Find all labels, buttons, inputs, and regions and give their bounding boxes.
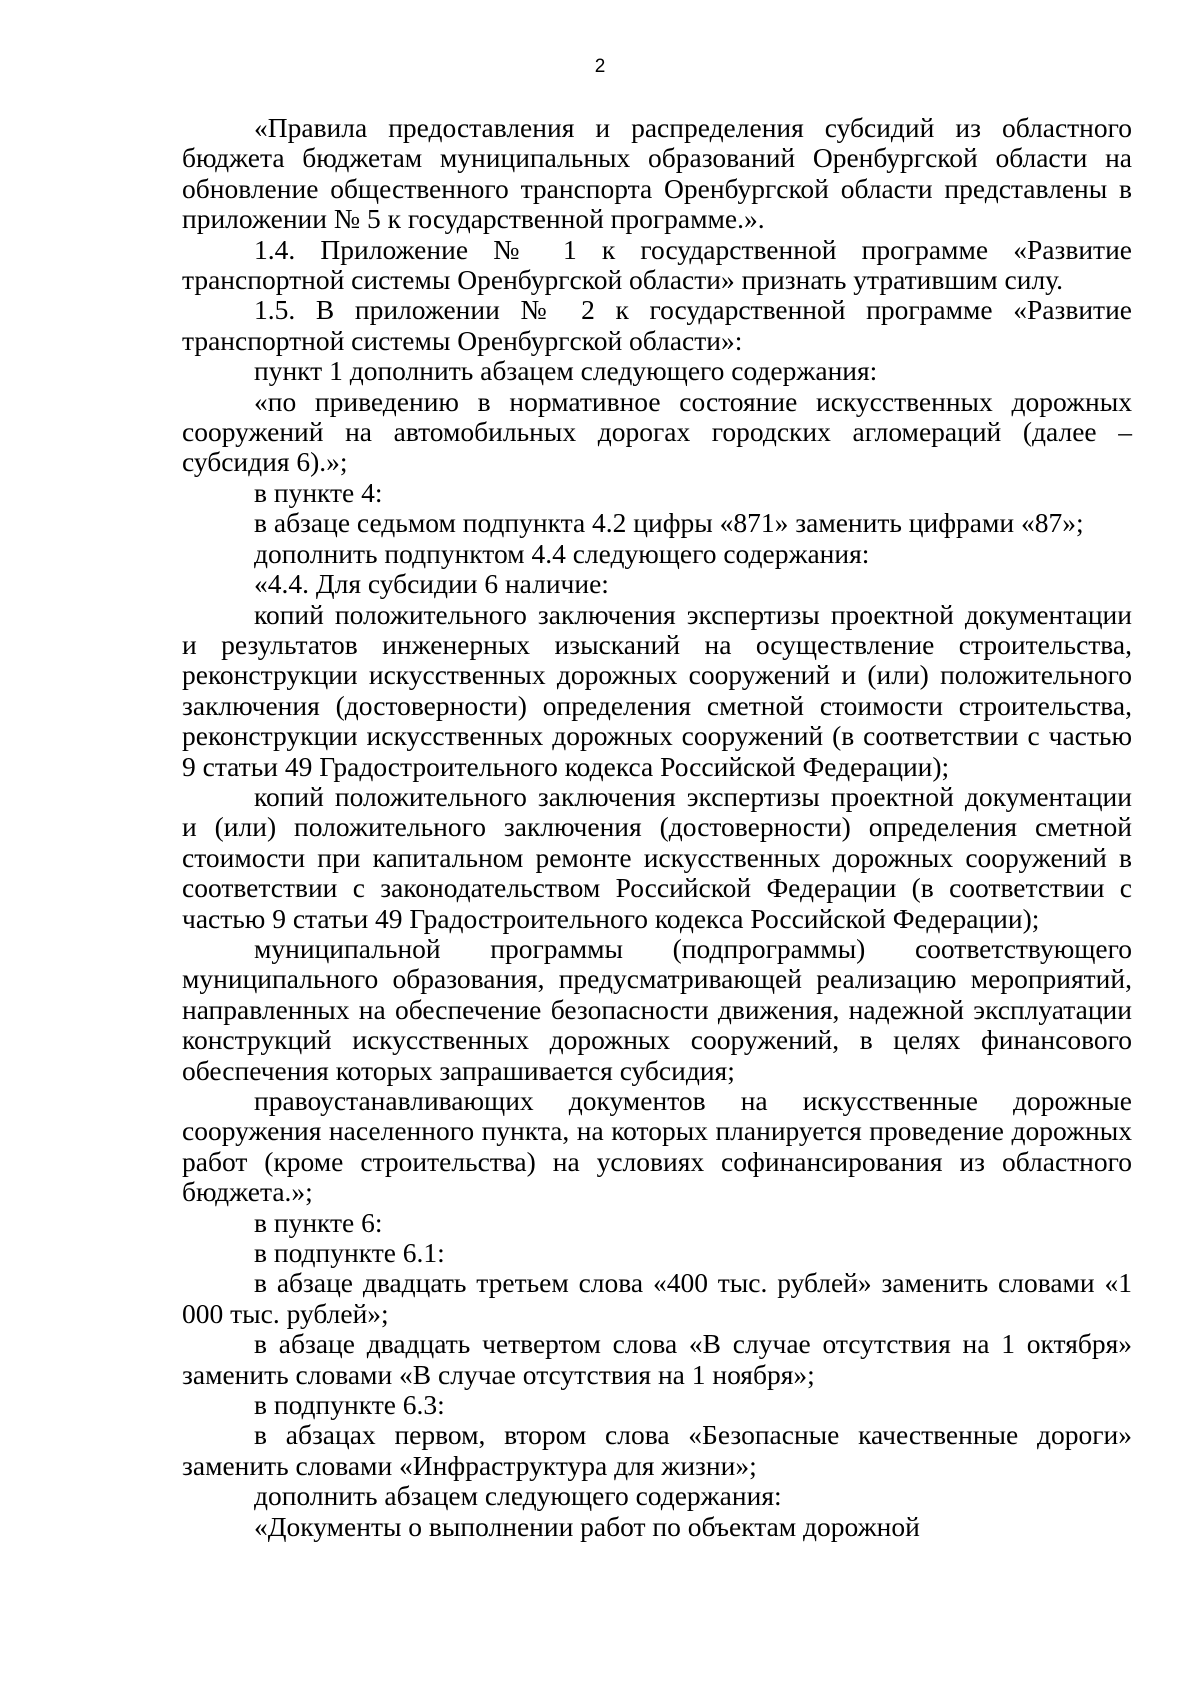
paragraph: пункт 1 дополнить абзацем следующего содержания: xyxy=(254,355,878,387)
paragraph: «Правила предоставления и распределения субсидий из областного бюджета бюджетам муниципальных образований Оренбургской области на обновление общественного транспорта Оренбургской области представлены в приложении № 5 к государственной программе.». xyxy=(182,112,1132,235)
paragraph: в абзаце седьмом подпункта 4.2 цифры «871» заменить цифрами «87»; xyxy=(254,507,1084,539)
paragraph: 1.4. Приложение № 1 к государственной программе «Развитие транспортной системы Оренбургской области» признать утратившим силу. xyxy=(182,233,1132,296)
paragraph: «по приведению в нормативное состояние искусственных дорожных сооружений на автомобильных дорогах городских агломераций (далее – субсидия 6).»; xyxy=(182,385,1132,478)
paragraph: 1.5. В приложении № 2 к государственной программе «Развитие транспортной системы Оренбургской области»: xyxy=(182,294,1132,356)
paragraph: копий положительного заключения экспертизы проектной документации и результатов инженерных изысканий на осуществление строительства, реконструкции искусственных дорожных сооружений и (или) положительного заключения (достоверности) определения сметной стоимости строительства, реконструкции искусственных дорожных сооружений (в соответствии с частью 9 статьи 49 Градостроительного кодекса Российской Федерации); xyxy=(182,598,1132,782)
paragraph: копий положительного заключения экспертизы проектной документации и (или) положительного заключения (достоверности) определения сметной стоимости при капитальном ремонте искусственных дорожных сооружений в соответствии с законодательством Российской Федерации (в соответствии с частью 9 статьи 49 Градостроительного кодекса Российской Федерации); xyxy=(182,780,1132,934)
paragraph: муниципальной программы (подпрограммы) соответствующего муниципального образования, предусматривающей реализацию мероприятий, направленных на обеспечение безопасности движения, надежной эксплуатации конструкций искусственных дорожных сооружений, в целях финансового обеспечения которых запрашивается субсидия; xyxy=(182,932,1132,1086)
paragraph: в абзаце двадцать третьем слова «400 тыс. рублей» заменить словами «1 000 тыс. рублей»; xyxy=(182,1267,1132,1329)
paragraph: в подпункте 6.3: xyxy=(254,1389,445,1421)
paragraph: дополнить подпунктом 4.4 следующего содержания: xyxy=(254,537,870,569)
paragraph: в подпункте 6.1: xyxy=(254,1237,445,1269)
paragraph: в абзацах первом, втором слова «Безопасные качественные дороги» заменить словами «Инфраструктура для жизни»; xyxy=(182,1419,1132,1481)
paragraph: в пункте 4: xyxy=(254,476,383,508)
document-body xyxy=(182,113,1132,1542)
paragraph: в абзаце двадцать четвертом слова «В случае отсутствия на 1 октября» заменить словами «В случае отсутствия на 1 ноября»; xyxy=(182,1328,1132,1390)
paragraph: в пункте 6: xyxy=(254,1206,383,1238)
paragraph: правоустанавливающих документов на искусственные дорожные сооружения населенного пункта, на которых планируется проведение дорожных работ (кроме строительства) на условиях софинансирования из областного бюджета.»; xyxy=(182,1085,1132,1208)
paragraph: «4.4. Для субсидии 6 наличие: xyxy=(254,568,609,600)
paragraph: дополнить абзацем следующего содержания: xyxy=(254,1480,782,1512)
page-number: 2 xyxy=(594,56,606,77)
paragraph: «Документы о выполнении работ по объектам дорожной xyxy=(254,1510,920,1542)
